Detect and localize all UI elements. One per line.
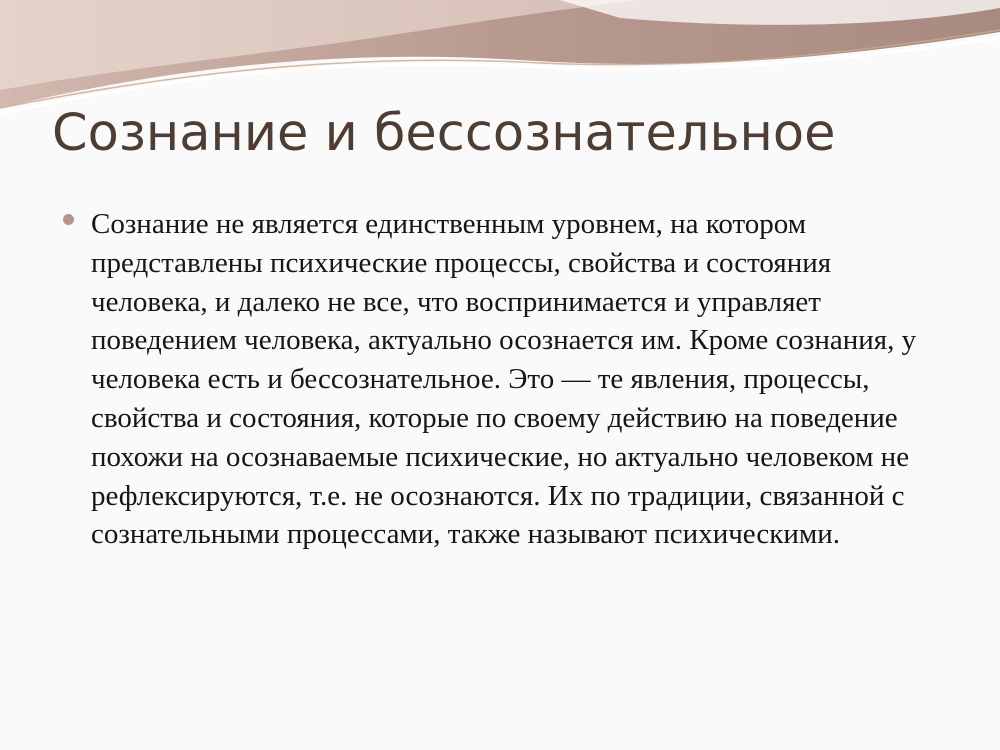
slide-body — [60, 205, 940, 554]
bullet-dot-icon — [63, 214, 74, 225]
slide-title: Сознание и бессознательное — [52, 104, 836, 163]
bullet-item — [60, 205, 940, 554]
bullet-text: Сознание не является единственным уровнем, на котором представлены психические процессы, свойства и состояния человека, и далеко не все, что воспринимается и управляет поведением человека, актуально осознается им. Кроме сознания, у человека есть и бессознательное. Это — те явления, процессы, свойства и состояния, которые по своему действию на поведение похожи на осознаваемые психические, но актуально человеком не рефлексируются, т.е. не осознаются. Их по традиции, связанной с сознательными процессами, также называют психическими. — [91, 208, 917, 551]
